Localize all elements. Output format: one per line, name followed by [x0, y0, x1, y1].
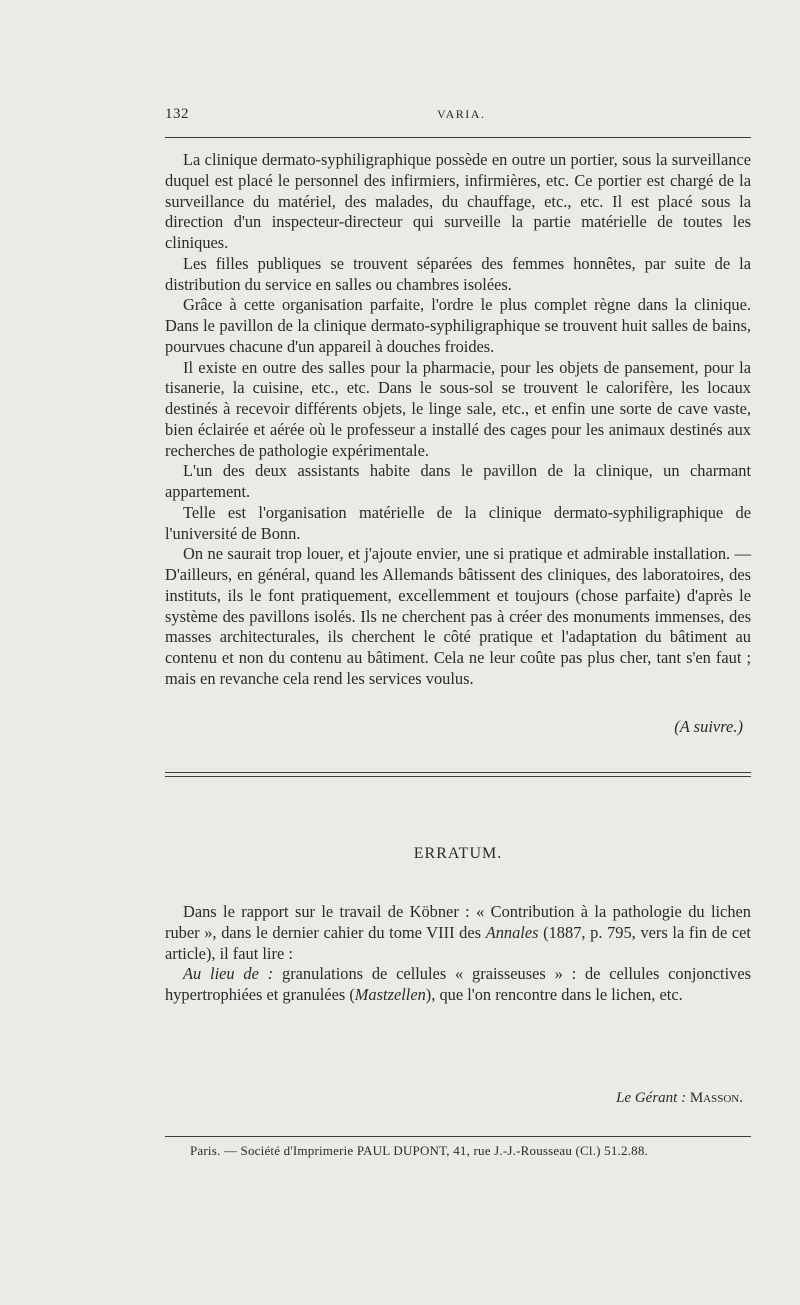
erratum-term: Mastzellen — [354, 985, 426, 1005]
paragraph: Les filles publiques se trouvent séparées des femmes honnêtes, par suite de la distribution du service en salles ou chambres isolées. — [165, 253, 751, 294]
printer-imprint: Paris. — Société d'Imprimerie PAUL DUPONT, 41, rue J.-J.-Rousseau (Cl.) 51.2.88. — [190, 1143, 649, 1158]
erratum-text-span: ), que l'on rencontre dans le lichen, etc. — [425, 985, 683, 1005]
signature-name: Masson. — [689, 1090, 743, 1106]
section-rule — [165, 772, 751, 773]
paragraph: Il existe en outre des salles pour la pharmacie, pour les objets de pansement, pour la tisanerie, la cuisine, etc., etc. Dans le sous-sol se trouvent le calorifère, les locaux destinés à recevoir différents objets, le linge sale, etc., et enfin une sorte de cave vaste, bien éclairée et aérée où le professeur a installé des cages pour les animaux destinés aux recherches de pathologie expérimentale. — [165, 357, 751, 460]
article-body — [165, 150, 751, 690]
erratum-text-span: Dans le rapport sur le travail de Köbner : « Contribution à la pathologie du lichen ruber », dans le dernier cahier du tome VIII des — [165, 902, 751, 942]
erratum-body — [165, 902, 751, 1006]
journal-title: Annales — [485, 922, 539, 942]
paragraph: On ne saurait trop louer, et j'ajoute envier, une si pratique et admirable installation. — D'ailleurs, en général, quand les Allemands bâtissent des cliniques, des laboratoires, des instituts, ils le font pratiquement, excellemment et toujours (chose parfaite) d'après le système des pavillons isolés. Ils ne cherchent pas à créer des monuments immenses, des masses architecturales, ils cherchent le côté pratique et l'adaptation du bâtiment au contenu et non du contenu au bâtiment. Cela ne leur coûte pas plus cher, tant s'en faut ; mais en revanche cela rend les services voulus. — [165, 544, 751, 688]
paragraph: La clinique dermato-syphiligraphique possède en outre un portier, sous la surveillance duquel est placé le personnel des infirmiers, infirmières, etc. Ce portier est chargé de la surveillance du matériel, des malades, du chauffage, etc., etc. Il est placé sous la direction d'un inspecteur-directeur qui surveille la partie matérielle de toutes les cliniques. — [165, 150, 751, 252]
paragraph: Grâce à cette organisation parfaite, l'ordre le plus complet règne dans la clinique. Dans le pavillon de la clinique dermato-syphiligraphique se trouvent huit salles de bains, pourvues chacune d'un appareil à douches froides. — [165, 295, 751, 356]
erratum-text-span: granulations de cellules « graisseuses » : de cellules conjonctives hypertrophiées et granulées ( — [165, 964, 752, 1005]
section-rule — [165, 776, 751, 777]
header-rule — [165, 137, 751, 138]
signature-role: Le Gérant : — [616, 1090, 690, 1106]
footer-rule — [165, 1136, 751, 1137]
to-be-continued: (A suivre.) — [674, 717, 743, 736]
paragraph: L'un des deux assistants habite dans le pavillon de la clinique, un charmant appartement. — [165, 461, 751, 501]
page-header — [165, 106, 751, 128]
signature — [165, 1090, 743, 1107]
paragraph: Telle est l'organisation matérielle de la clinique dermato-syphiligraphique de l'université de Bonn. — [165, 502, 751, 543]
erratum-paragraph — [165, 902, 751, 964]
erratum-title: ERRATUM. — [413, 845, 503, 862]
erratum-text-span: (1887, p. 795, vers la fin de cet article), il faut lire : — [165, 922, 751, 963]
page-number: 132 — [165, 106, 189, 122]
erratum-lead: Au lieu de : — [183, 964, 274, 984]
running-head: VARIA. — [437, 107, 486, 121]
erratum-paragraph — [165, 964, 751, 1006]
